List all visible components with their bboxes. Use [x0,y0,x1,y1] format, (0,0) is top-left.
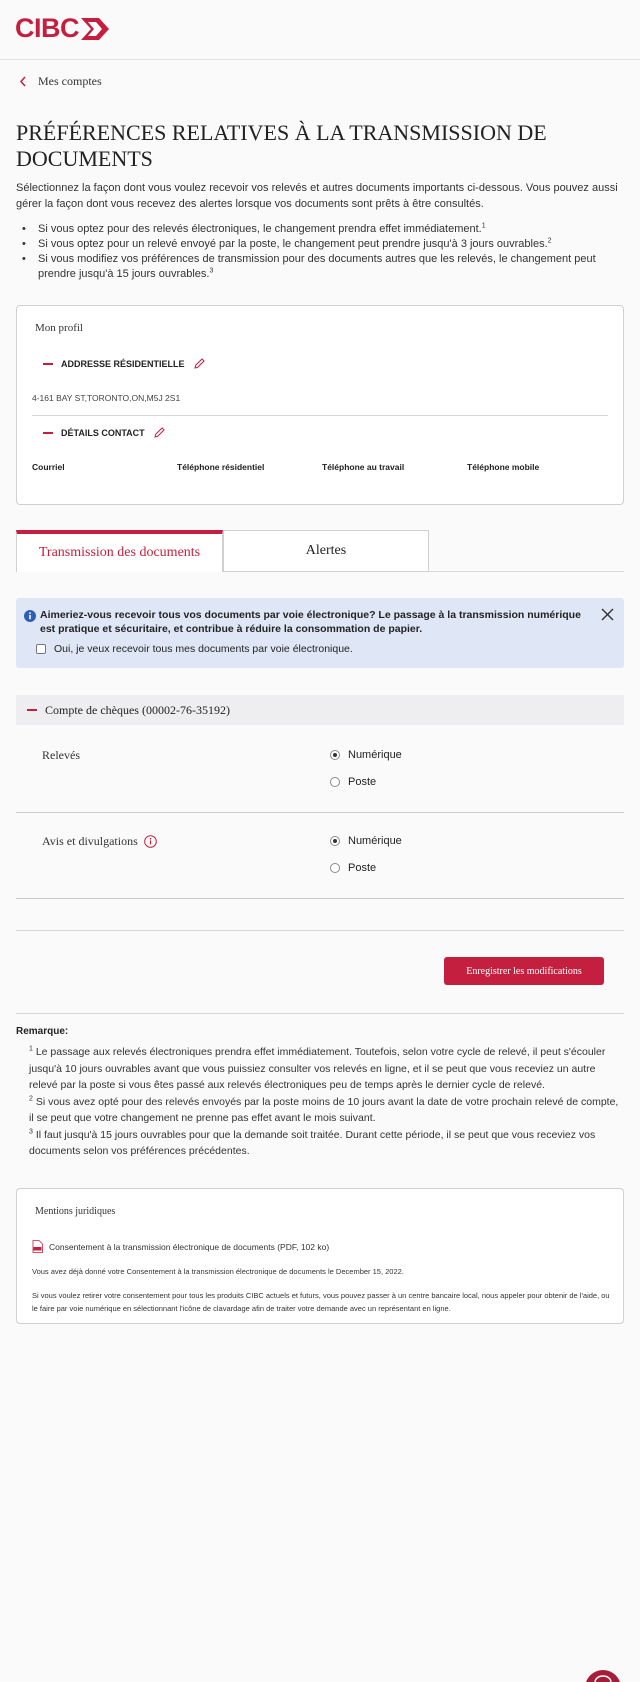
radio-button[interactable] [330,863,340,873]
info-bullets [16,222,622,282]
address-heading: ADDRESSE RÉSIDENTIELLE [61,358,185,369]
tab-bar [16,530,624,572]
statements-row [16,748,624,813]
cibc-logo-icon [81,18,111,40]
notices-label [42,834,157,849]
divider [16,930,624,931]
contact-col-work-phone: Téléphone au travail [322,462,405,472]
radio-label: Poste [348,776,377,788]
statements-label [42,748,80,763]
all-digital-checkbox[interactable] [36,643,353,655]
note-item: $^1$ Le passage aux relevés électroniques prendra effet immédiatement. Toutefois, selon votre cycle de relevé, il peut s'écouler jusqu'à 10 jours ouvrables avant que vous puissiez consulter vos relevés en ligne, et il se peut que vous receviez un autre relevé par la poste si vous êtes passé aux relevés électroniques peu de temps après le dernier cycle de relevé. [29,1045,606,1091]
notices-radio-mail[interactable] [330,862,376,874]
contact-section-header[interactable] [43,426,166,439]
notices-row [16,834,624,899]
pdf-icon [32,1240,43,1253]
collapse-dash-icon [43,432,53,434]
radio-button[interactable] [330,750,340,760]
divider [16,1013,624,1014]
pdf-link-label: Consentement à la transmission électronique de documents (PDF, 102 ko) [49,1241,330,1252]
consent-text: Vous avez déjà donné votre Consentement à la transmission électronique de documents le December 15, 2022. [32,1267,404,1276]
address-value: 4-161 BAY ST,TORONTO,ON,M5J 2S1 [32,393,181,403]
chat-button[interactable] [585,1670,621,1682]
notices-radio-digital[interactable] [330,835,402,847]
header [0,0,640,60]
profile-title: Mon profil [35,322,83,334]
radio-label: Poste [348,862,377,874]
page-title: PRÉFÉRENCES RELATIVES À LA TRANSMISSION DE DOCUMENTS [16,120,547,171]
radio-label: Numérique [348,835,402,847]
note-item: $^2$ Si vous avez opté pour des relevés envoyés par la poste moins de 10 jours avant la date de votre prochain relevé de compte, il se peut que votre changement ne prenne pas effet avant le mois suivant. [29,1095,619,1124]
intro-text: Sélectionnez la façon dont vous voulez recevoir vos relevés et autres documents importants ci-dessous. Vous pouvez aussi gérer la façon dont vous recevez des alertes lorsque vos documents sont prêts à être consultés. [16,182,618,210]
contact-col-home-phone: Téléphone résidentiel [177,462,265,472]
digital-banner [16,598,624,668]
list-item: • Si vous modifiez vos préférences de transmission pour des documents autres que les relevés, le changement peut prendre jusqu'à 15 jours ouvrables.$^3$ [16,252,622,282]
info-icon [24,610,36,622]
contact-columns [32,462,612,472]
row-label: Relevés [42,748,80,762]
address-section-header[interactable] [43,357,206,370]
contact-col-email: Courriel [32,462,65,472]
back-link[interactable] [20,74,102,89]
list-item: • Si vous optez pour un relevé envoyé par la poste, le changement peut prendre jusqu'à 3 jours ouvrables.$^2$ [16,237,622,252]
tab-document-delivery[interactable]: Transmission des documents [16,530,223,572]
account-header[interactable] [16,695,624,725]
contact-col-mobile-phone: Téléphone mobile [467,462,540,472]
chat-icon [593,1674,613,1682]
statements-radio-mail[interactable] [330,776,376,788]
row-label: Avis et divulgations [42,834,138,848]
banner-message: Aimeriez-vous recevoir tous vos documents par voie électronique? Le passage à la transmission numérique est pratique et sécuritaire, et contribue à réduire la consommation de papier. [40,609,581,635]
pencil-icon[interactable] [193,357,206,370]
remarks-notes [29,1044,625,1160]
divider [32,415,608,416]
legal-title: Mentions juridiques [35,1206,116,1217]
back-link-label: Mes comptes [38,74,102,88]
account-label: Compte de chèques (00002-76-35192) [45,702,230,717]
collapse-dash-icon [43,363,53,365]
cibc-logo[interactable] [15,15,111,42]
pencil-icon[interactable] [153,426,166,439]
tab-alerts[interactable]: Alertes [223,530,429,572]
withdraw-text: Si vous voulez retirer votre consentement pour tous les produits CIBC actuels et futurs, vous pouvez passer à un centre bancaire local, nous appeler pour obtenir de l'aide, ou le faire par voie numérique en sélectionnant l'icône de clavardage afin de traiter votre demande avec un représentant en ligne. [32,1291,610,1313]
remarks-title: Remarque: [16,1026,69,1037]
checkbox-label: Oui, je veux recevoir tous mes documents par voie électronique. [54,643,353,655]
list-item: • Si vous optez pour des relevés électroniques, le changement prendra effet immédiatement.$^1$ [16,222,622,237]
radio-button[interactable] [330,777,340,787]
collapse-dash-icon [27,709,37,711]
pdf-consent-link[interactable] [32,1240,329,1253]
logo-text: CIBC [15,13,79,43]
note-item: $^3$ Il faut jusqu'à 15 jours ouvrables pour que la demande soit traitée. Durant cette période, il se peut que vous receviez vos documents selon vos préférences précédentes. [29,1128,596,1157]
save-button[interactable]: Enregistrer les modifications [444,957,604,985]
contact-heading: DÉTAILS CONTACT [61,427,145,438]
radio-button[interactable] [330,836,340,846]
checkbox[interactable] [36,644,46,654]
info-circle-icon[interactable] [144,835,157,848]
chevron-left-icon [20,76,26,87]
close-icon[interactable] [601,608,614,621]
radio-label: Numérique [348,749,402,761]
legal-card [16,1188,624,1324]
profile-card [16,305,624,505]
statements-radio-digital[interactable] [330,749,402,761]
